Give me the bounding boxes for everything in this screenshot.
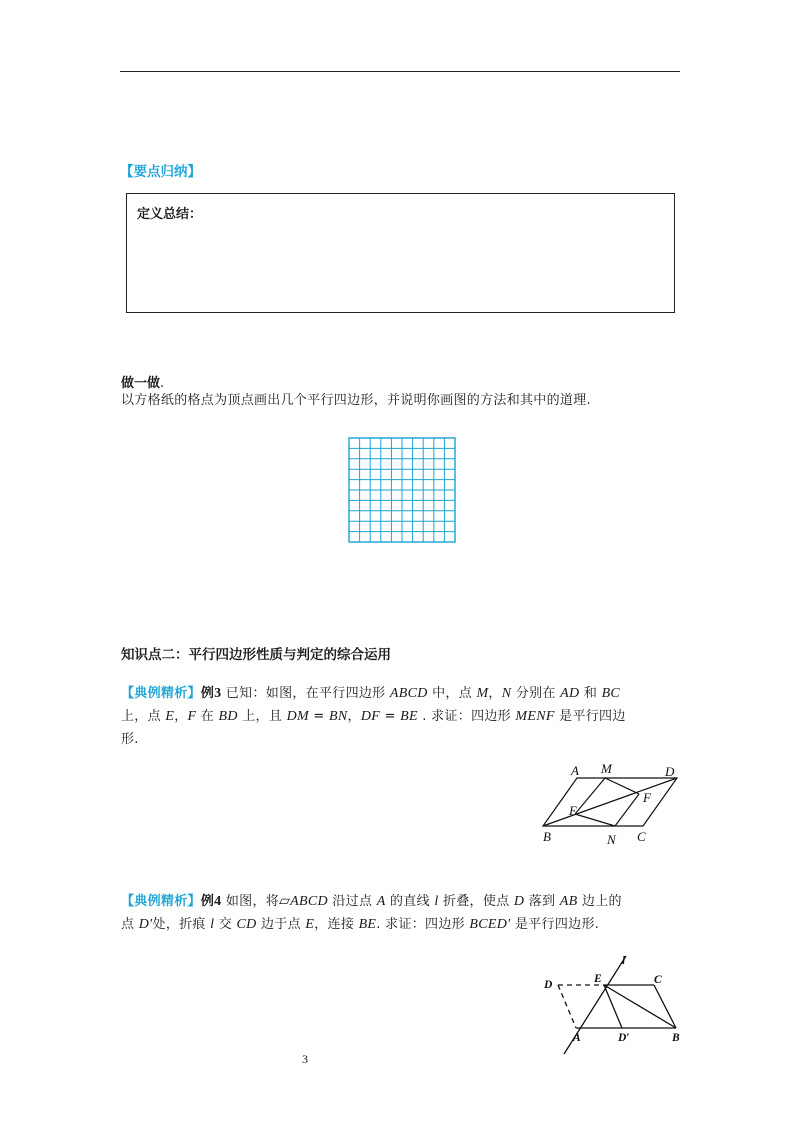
example3-figure	[535, 760, 685, 850]
example4-tag: 【典例精析】	[121, 894, 201, 909]
label-e: E	[569, 803, 577, 818]
label-c: C	[654, 974, 662, 986]
label-n: N	[607, 832, 616, 847]
label-m: M	[601, 761, 612, 776]
example4-line2: 点 D′处，折痕 l 交 CD 边于点 E，连接 BE. 求证：四边形 BCED′ 是平行四边形.	[121, 917, 600, 932]
label-d-prime: D′	[618, 1032, 630, 1044]
header-rule	[120, 71, 680, 72]
example3-line3: 形.	[121, 732, 139, 747]
dashed-da	[558, 985, 576, 1028]
knowledge-point-title: 知识点二：平行四边形性质与判定的综合运用	[121, 647, 391, 663]
example3-text	[121, 682, 681, 751]
label-d: D	[544, 979, 553, 991]
segment-ed-prime	[604, 985, 622, 1028]
section-heading: 【要点归纳】	[120, 164, 201, 180]
example3-line1: 【典例精析】例3 已知：如图，在平行四边形 ABCD 中，点 M，N 分别在 AD 和 BC	[121, 686, 621, 701]
label-c: C	[637, 829, 646, 844]
label-e: E	[594, 973, 602, 985]
segment-mf	[605, 778, 639, 794]
segment-en	[575, 814, 615, 826]
label-a: A	[571, 763, 579, 778]
diagonal-bd	[543, 778, 677, 826]
example4-figure	[538, 950, 688, 1058]
activity-title: 做一做.	[121, 376, 165, 391]
example4-line1: 【典例精析】例4 如图，将▱ABCD 沿过点 A 的直线 l 折叠，使点 D 落到 AB 边上的	[121, 894, 622, 909]
summary-box-label: 定义总结：	[137, 207, 203, 222]
label-f: F	[643, 790, 651, 805]
label-b: B	[672, 1032, 680, 1044]
label-b: B	[543, 829, 551, 844]
label-d: D	[665, 764, 675, 779]
parallelogram-symbol: ▱	[279, 894, 291, 909]
example3-tag: 【典例精析】	[121, 686, 201, 701]
example3-line2: 上，点 E，F 在 BD 上，且 DM = BN，DF = BE . 求证：四边形 MENF 是平行四边	[121, 709, 626, 724]
activity-instruction: 以方格纸的格点为顶点画出几个平行四边形，并说明你画图的方法和其中的道理.	[121, 393, 591, 408]
label-l: l	[622, 955, 626, 967]
grid-paper	[348, 437, 456, 543]
page-number: 3	[302, 1052, 308, 1066]
summary-box	[126, 193, 675, 313]
example4-text	[121, 890, 681, 936]
label-a: A	[573, 1032, 581, 1044]
